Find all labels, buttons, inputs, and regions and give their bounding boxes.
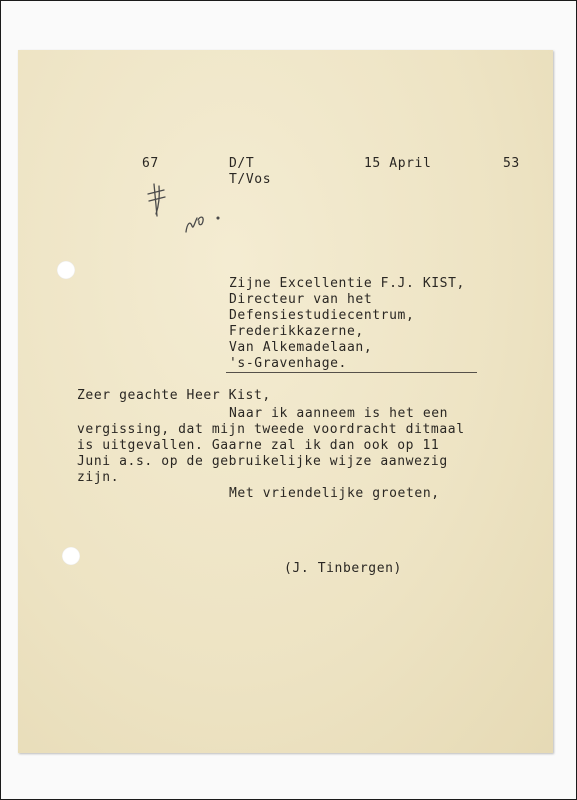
body-line-1: Naar ik aanneem is het een [229, 406, 449, 421]
address-line-6: 's-Gravenhage. [229, 356, 347, 371]
address-underline [226, 372, 477, 373]
address-line-2: Directeur van het [229, 292, 373, 307]
address-line-5: Van Alkemadelaan, [229, 340, 373, 355]
address-line-1: Zijne Excellentie F.J. KIST, [229, 276, 465, 291]
reference-line-1: D/T [229, 156, 255, 171]
punch-hole-top [57, 261, 75, 279]
body-line-4: Juni a.s. op de gebruikelijke wijze aanwezig [77, 454, 448, 469]
address-line-4: Frederikkazerne, [229, 324, 364, 339]
reference-line-2: T/Vos [229, 172, 272, 187]
pencil-annotation [140, 180, 240, 240]
letter-number: 67 [142, 156, 159, 171]
body-line-3: is uitgevallen. Gaarne zal ik dan ook op 11 [77, 438, 440, 453]
letter-year: 53 [503, 156, 520, 171]
body-line-5: zijn. [77, 470, 120, 485]
closing: Met vriendelijke groeten, [229, 486, 440, 501]
address-line-3: Defensiestudiecentrum, [229, 308, 415, 323]
body-line-2: vergissing, dat mijn tweede voordracht ditmaal [77, 422, 465, 437]
signature: (J. Tinbergen) [284, 561, 402, 576]
punch-hole-bottom [62, 547, 80, 565]
salutation: Zeer geachte Heer Kist, [77, 388, 271, 403]
letter-date: 15 April [364, 156, 432, 171]
